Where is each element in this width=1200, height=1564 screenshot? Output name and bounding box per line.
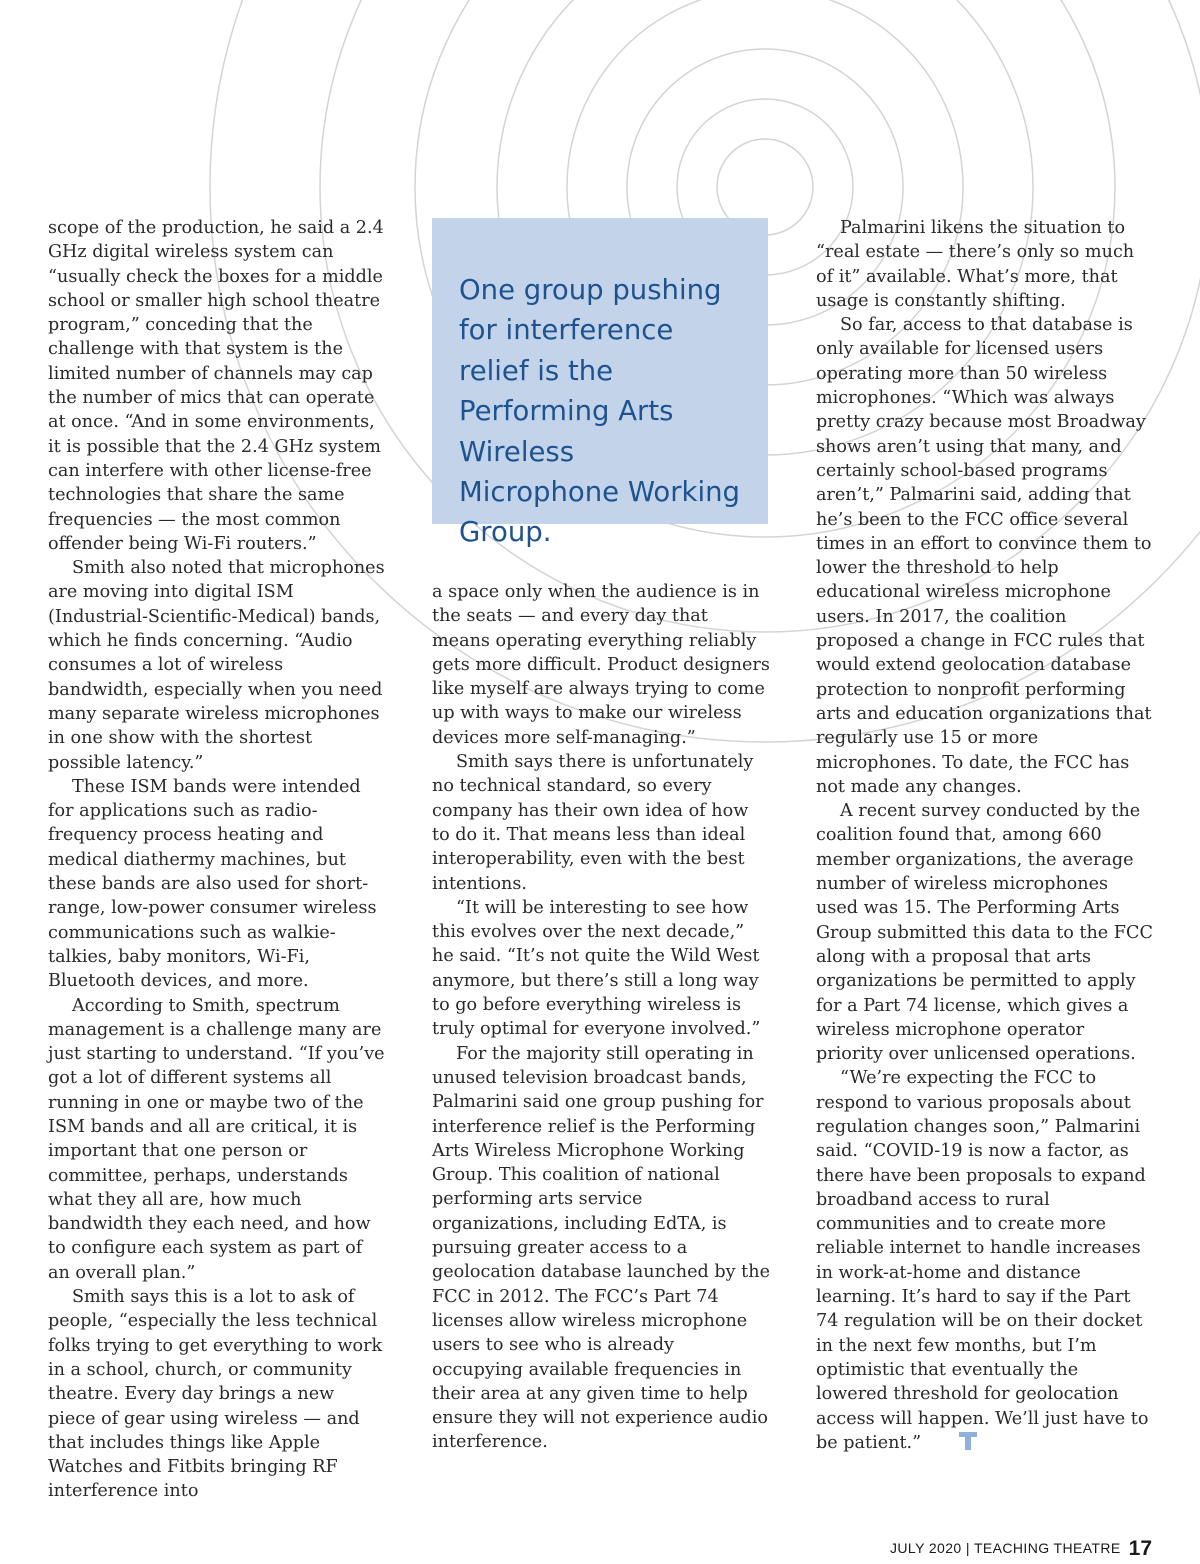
pull-quote-box [432,218,768,549]
end-of-article-t-icon [935,1432,977,1457]
paragraph: For the majority still operating in unused television broadcast bands, Palmarini said one group pushing for interference relief is the Performing Arts Wireless Microphone Working Group. This coalition of national performing arts service organizations, including EdTA, is pursuing greater access to a geolocation database launched by the FCC in 2012. The FCC’s Part 74 licenses allow wireless microphone users to see who is already occupying available frequencies in their area at any given time to help ensure they will not experience audio interference. [432,1043,770,1453]
paragraph: scope of the production, he said a 2.4 GHz digital wireless system can “usually check the boxes for a middle school or smaller high school theatre program,” conceding that the challenge with that system is the limited number of channels may cap the number of mics that can operate at once. “And in some environments, it is possible that the 2.4 GHz system can interfere with other license-free technologies that share the same frequencies — the most common offender being Wi-Fi routers.” [48,218,384,554]
article-column-middle [432,580,770,1455]
paragraph: Smith also noted that microphones are moving into digital ISM (Industrial-Scientific-Medical) bands, which he finds concerning. “Audio consumes a lot of wireless bandwidth, especially when you need many separate wireless microphones in one show with the shortest possible latency.” [48,558,385,773]
paragraph: Smith says this is a lot to ask of people, “especially the less technical folks trying to get everything to work in a school, church, or community theatre. Every day brings a new piece of gear using wireless — and that includes things like Apple Watches and Fitbits bringing RF interference into [48,1287,383,1502]
article-column-left [48,216,386,1504]
paragraph: So far, access to that database is only available for licensed users operating more than 50 wireless microphones. “Which was always pretty crazy because most Broadway shows aren’t using that many, and certainly school-based programs aren’t,” Palmarini said, adding that he’s been to the FCC office several times in an effort to convince them to lower the threshold to help educational wireless microphone users. In 2017, the coalition proposed a change in FCC rules that would extend geolocation database protection to nonprofit performing arts and education organizations that regularly use 15 or more microphones. To date, the FCC has not made any changes. [816,315,1152,797]
page-number: 17 [1128,1537,1152,1560]
paragraph: Smith says there is unfortunately no technical standard, so every company has their own idea of how to do it. That means less than ideal interoperability, even with the best intentions. [432,752,754,894]
pull-quote-text: One group pushing for interference relief is the Performing Arts Wireless Microphone Working Group. [459,274,740,549]
paragraph: According to Smith, spectrum management is a challenge many are just starting to understand. “If you’ve got a lot of different systems all running in one or maybe two of the ISM bands and all are critical, it is important that one person or committee, perhaps, understands what they all are, how much bandwidth they each need, and how to configure each system as part of an overall plan.” [48,995,385,1283]
paragraph: These ISM bands were intended for applications such as radio-frequency process heating and medical diathermy machines, but these bands are also used for short-range, low-power consumer wireless communications such as walkie-talkies, baby monitors, Wi-Fi, Bluetooth devices, and more. [48,776,377,992]
paragraph-last [816,1066,1154,1457]
paragraph-text: “We’re expecting the FCC to respond to various proposals about regulation changes soon,” Palmarini said. “COVID-19 is now a factor, as there have been proposals to expand broadband access to rural communities and to create more reliable internet to handle increases in work-at-home and distance learning. It’s hard to say if the Part 74 regulation will be on their docket in the next few months, but I’m optimistic that eventually the lowered threshold for geolocation access will happen. We’ll just have to be patient.” [816,1068,1149,1453]
paragraph: A recent survey conducted by the coalition found that, among 660 member organizations, the average number of wireless microphones used was 15. The Performing Arts Group submitted this data to the FCC along with a proposal that arts organizations be permitted to apply for a Part 74 license, which gives a wireless microphone operator priority over unlicensed operations. [816,801,1153,1065]
paragraph: Palmarini likens the situation to “real estate — there’s only so much of it” available. What’s more, that usage is constantly shifting. [816,218,1135,311]
footer-label: JULY 2020 | TEACHING THEATRE [890,1540,1121,1556]
paragraph: a space only when the audience is in the seats — and every day that means operating everything reliably gets more difficult. Product designers like myself are always trying to come up with ways to make our wireless devices more self-managing.” [432,582,770,748]
page-footer [890,1537,1152,1561]
paragraph: “It will be interesting to see how this evolves over the next decade,” he said. “It’s not quite the Wild West anymore, but there’s still a long way to go before everything wireless is truly optimal for everyone involved.” [432,897,761,1040]
article-column-right [816,216,1154,1457]
